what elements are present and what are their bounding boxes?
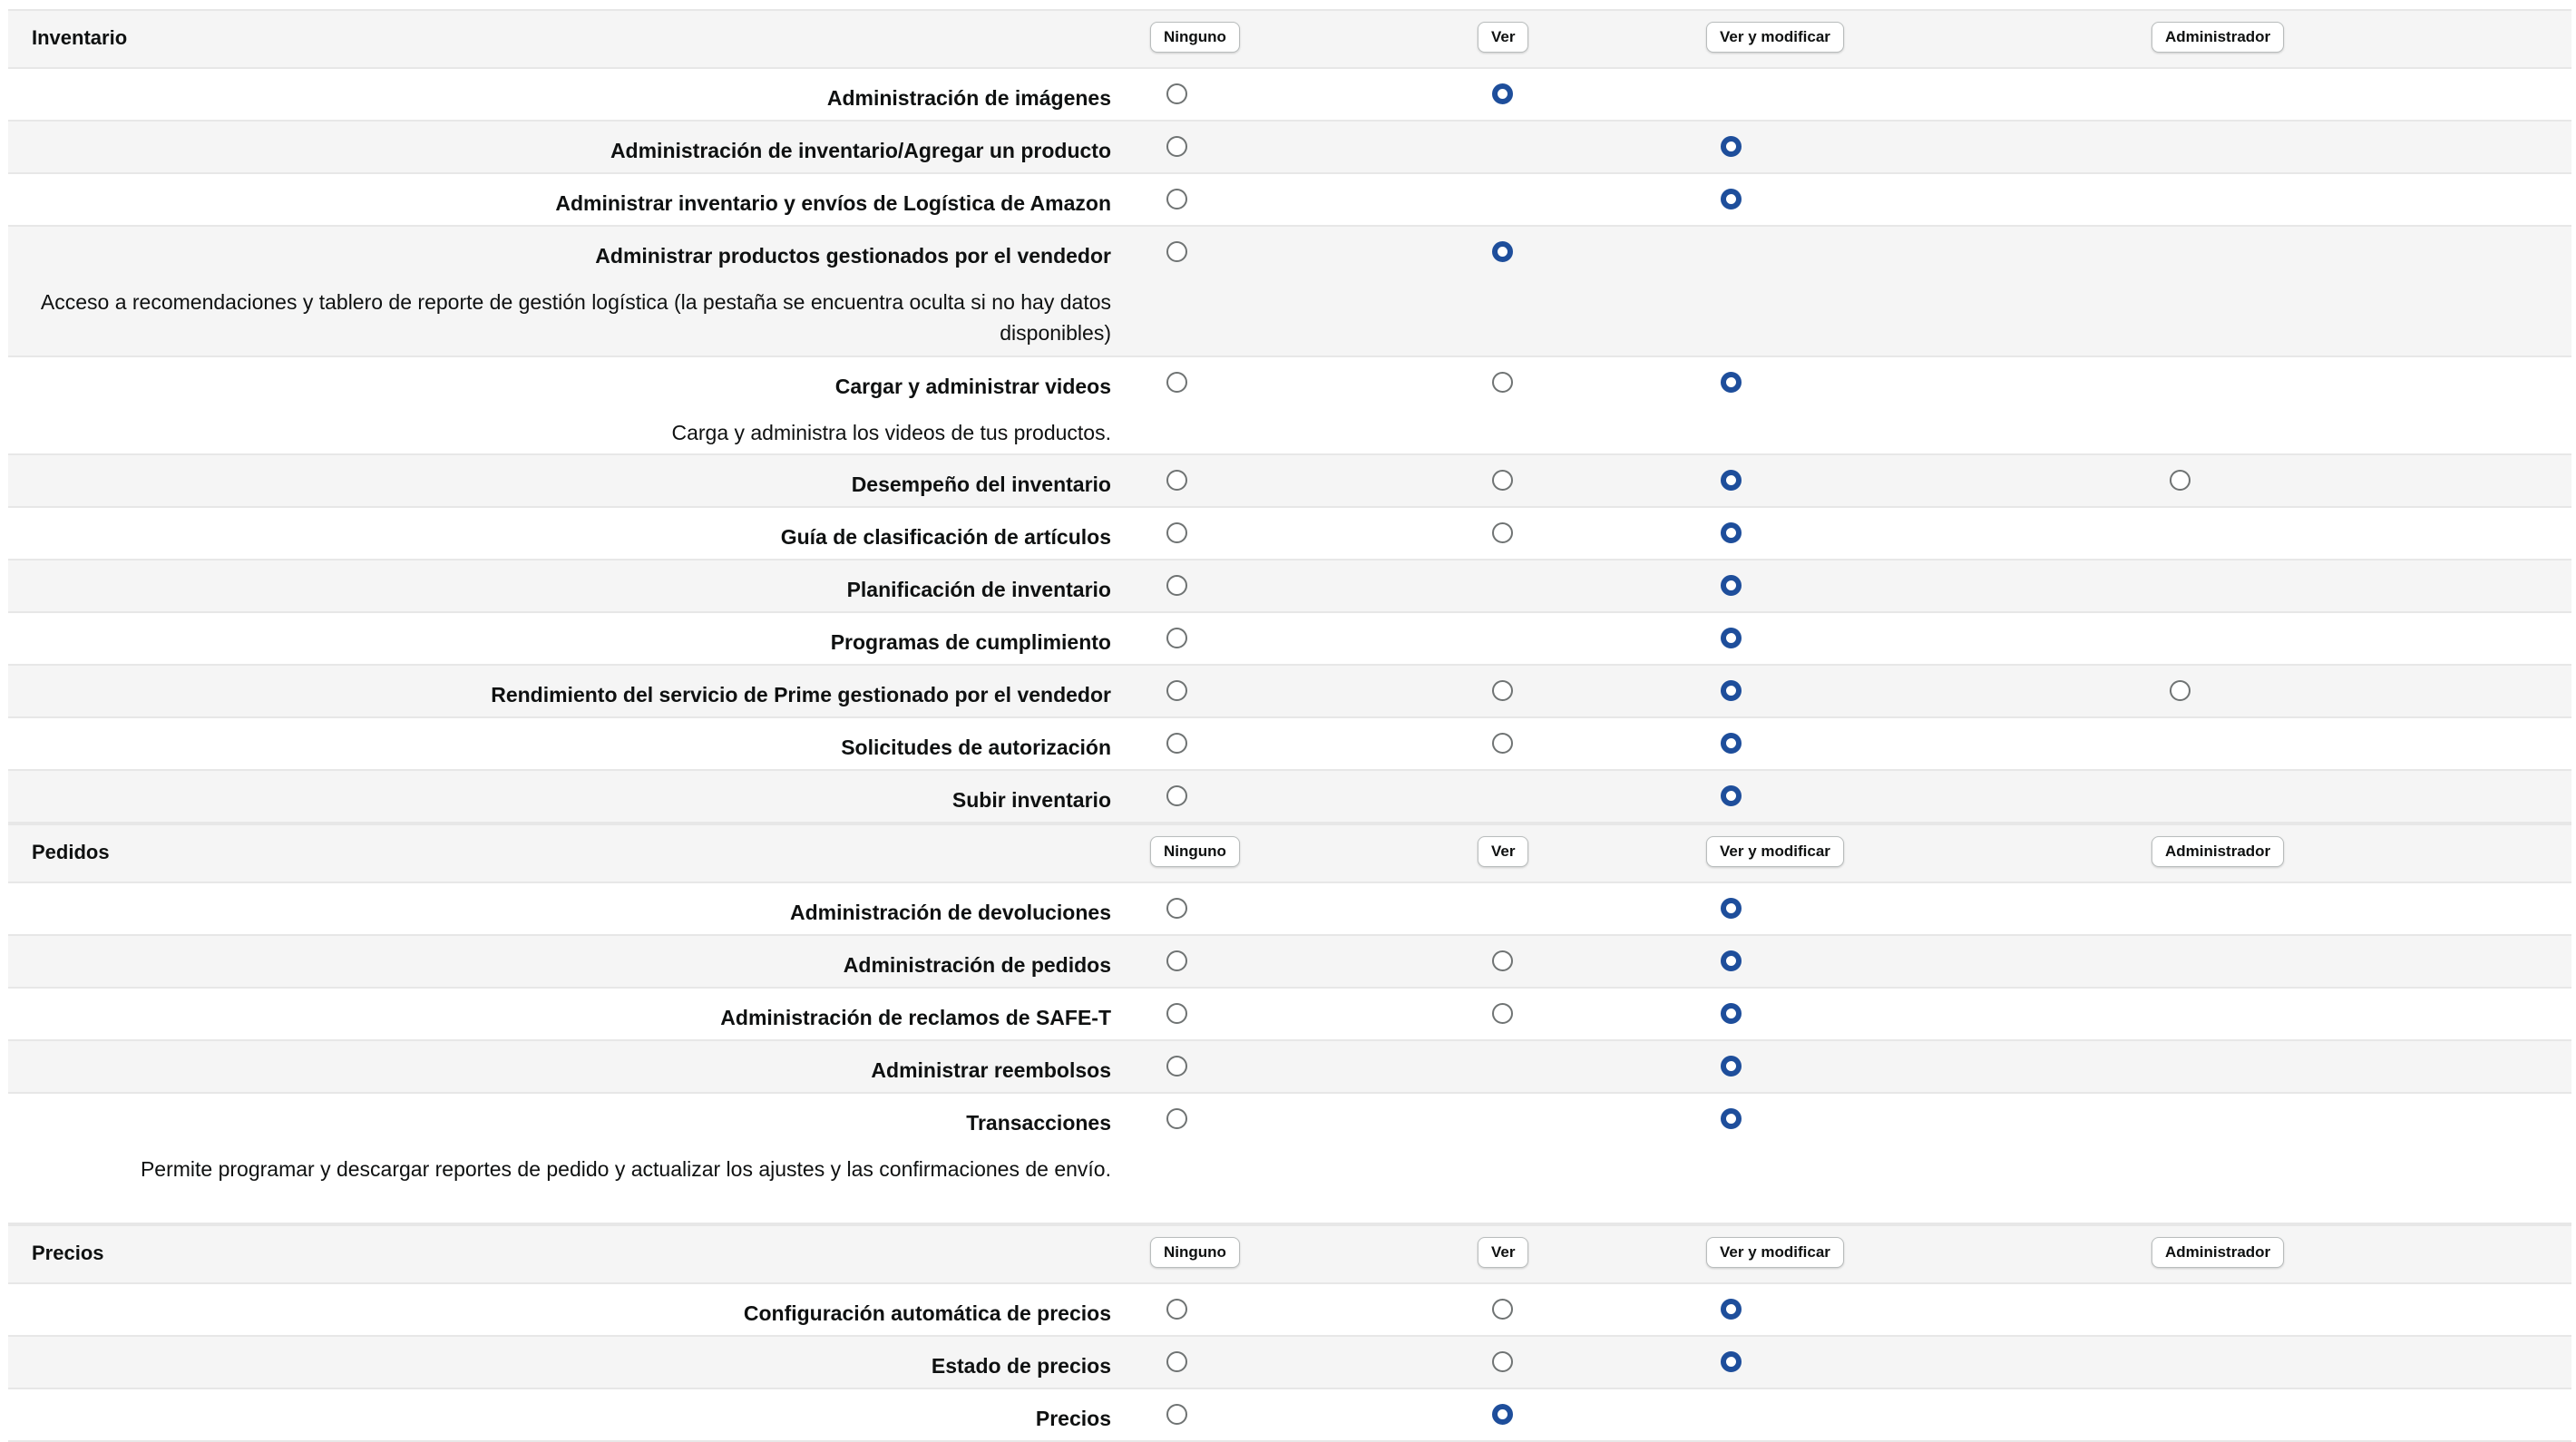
ninguno-radio[interactable] [1166, 950, 1187, 971]
ver-radio[interactable] [1492, 83, 1513, 104]
administrador-column-button[interactable]: Administrador [2152, 836, 2284, 867]
ver-column-button[interactable]: Ver [1478, 22, 1528, 53]
ninguno-column-button[interactable]: Ninguno [1150, 22, 1240, 53]
permission-row [8, 613, 2571, 666]
ver-y-modificar-radio[interactable] [1721, 136, 1742, 157]
ninguno-radio[interactable] [1166, 1299, 1187, 1320]
section-header-inventario [8, 9, 2571, 69]
ninguno-radio[interactable] [1166, 83, 1187, 104]
ver-radio[interactable] [1492, 1351, 1513, 1372]
ver-y-modificar-radio[interactable] [1721, 372, 1742, 393]
permission-label: Programas de cumplimiento [830, 630, 1111, 654]
permission-label: Administración de inventario/Agregar un producto [610, 139, 1111, 162]
permission-row [8, 936, 2571, 989]
ver-y-modificar-radio[interactable] [1721, 1351, 1742, 1372]
ver-y-modificar-radio[interactable] [1721, 470, 1742, 491]
permission-label: Cargar y administrar videos [834, 375, 1111, 398]
ver-y-modificar-column-button[interactable]: Ver y modificar [1706, 836, 1844, 867]
permission-row [8, 227, 2571, 357]
ninguno-radio[interactable] [1166, 1351, 1187, 1372]
ver-y-modificar-radio[interactable] [1721, 785, 1742, 806]
permission-row [8, 1041, 2571, 1094]
permissions-table [8, 9, 2571, 1442]
permission-row [8, 718, 2571, 771]
ver-y-modificar-radio[interactable] [1721, 575, 1742, 596]
administrador-column-button[interactable]: Administrador [2152, 1237, 2284, 1268]
section-header-pedidos [8, 823, 2571, 883]
ninguno-radio[interactable] [1166, 575, 1187, 596]
ninguno-radio[interactable] [1166, 372, 1187, 393]
ninguno-column-button[interactable]: Ninguno [1150, 1237, 1240, 1268]
ver-radio[interactable] [1492, 1299, 1513, 1320]
section-title: Pedidos [32, 841, 110, 863]
permission-label: Administración de imágenes [826, 86, 1111, 110]
permission-label: Guía de clasificación de artículos [780, 525, 1111, 549]
ninguno-radio[interactable] [1166, 785, 1187, 806]
administrador-column-button[interactable]: Administrador [2152, 22, 2284, 53]
permission-label: Subir inventario [951, 788, 1111, 812]
ver-radio[interactable] [1492, 372, 1513, 393]
permission-row [8, 455, 2571, 508]
ninguno-radio[interactable] [1166, 680, 1187, 701]
permission-row [8, 122, 2571, 174]
ver-y-modificar-radio[interactable] [1721, 189, 1742, 209]
ver-y-modificar-radio[interactable] [1721, 1003, 1742, 1024]
ver-radio[interactable] [1492, 241, 1513, 262]
ninguno-radio[interactable] [1166, 136, 1187, 157]
ninguno-radio[interactable] [1166, 522, 1187, 543]
permission-label: Precios [1035, 1407, 1111, 1430]
ninguno-radio[interactable] [1166, 733, 1187, 754]
permission-label: Administración de devoluciones [789, 901, 1111, 924]
permission-row [8, 1284, 2571, 1337]
permission-description: Carga y administra los videos de tus productos. [671, 421, 1111, 444]
ver-y-modificar-column-button[interactable]: Ver y modificar [1706, 1237, 1844, 1268]
permission-label: Transacciones [966, 1111, 1111, 1135]
ver-radio[interactable] [1492, 470, 1513, 491]
permission-label: Rendimiento del servicio de Prime gestionado por el vendedor [491, 683, 1111, 706]
ninguno-radio[interactable] [1166, 1056, 1187, 1077]
permission-label: Desempeño del inventario [851, 473, 1111, 496]
ver-radio[interactable] [1492, 1404, 1513, 1425]
permission-label: Administración de reclamos de SAFE-T [720, 1006, 1111, 1029]
permission-label: Estado de precios [931, 1354, 1111, 1378]
ninguno-radio[interactable] [1166, 898, 1187, 919]
ninguno-radio[interactable] [1166, 241, 1187, 262]
permission-label: Planificación de inventario [846, 578, 1111, 601]
permission-row [8, 1337, 2571, 1389]
ninguno-radio[interactable] [1166, 1404, 1187, 1425]
permission-label: Solicitudes de autorización [841, 736, 1111, 759]
permission-row [8, 989, 2571, 1041]
ninguno-radio[interactable] [1166, 628, 1187, 648]
ver-radio[interactable] [1492, 733, 1513, 754]
permission-row [8, 174, 2571, 227]
permission-row [8, 883, 2571, 936]
ver-y-modificar-radio[interactable] [1721, 1108, 1742, 1129]
ver-y-modificar-radio[interactable] [1721, 680, 1742, 701]
permission-row [8, 508, 2571, 560]
permission-row [8, 560, 2571, 613]
permission-row [8, 1389, 2571, 1442]
ver-column-button[interactable]: Ver [1478, 836, 1528, 867]
section-title: Inventario [32, 26, 128, 49]
permission-label: Administrar reembolsos [871, 1058, 1111, 1082]
ver-y-modificar-radio[interactable] [1721, 733, 1742, 754]
ninguno-radio[interactable] [1166, 470, 1187, 491]
ninguno-radio[interactable] [1166, 1108, 1187, 1129]
ver-radio[interactable] [1492, 950, 1513, 971]
section-title: Precios [32, 1242, 104, 1264]
permission-row [8, 69, 2571, 122]
permission-row [8, 1094, 2571, 1224]
ninguno-column-button[interactable]: Ninguno [1150, 836, 1240, 867]
ver-column-button[interactable]: Ver [1478, 1237, 1528, 1268]
ver-radio[interactable] [1492, 680, 1513, 701]
section-header-precios [8, 1224, 2571, 1284]
ninguno-radio[interactable] [1166, 1003, 1187, 1024]
administrador-radio[interactable] [2170, 470, 2191, 491]
ver-y-modificar-radio[interactable] [1721, 522, 1742, 543]
permission-label: Administrar inventario y envíos de Logística de Amazon [555, 191, 1111, 215]
ver-y-modificar-radio[interactable] [1721, 898, 1742, 919]
ver-radio[interactable] [1492, 522, 1513, 543]
permission-description: Acceso a recomendaciones y tablero de reporte de gestión logística (la pestaña se encuentra oculta si no hay datos disponibles) [40, 290, 1111, 345]
ver-y-modificar-radio[interactable] [1721, 1299, 1742, 1320]
ver-y-modificar-radio[interactable] [1721, 950, 1742, 971]
permission-label: Administrar productos gestionados por el vendedor [595, 244, 1111, 268]
permission-label: Configuración automática de precios [743, 1301, 1111, 1325]
administrador-radio[interactable] [2170, 680, 2191, 701]
ver-y-modificar-radio[interactable] [1721, 1056, 1742, 1077]
ver-y-modificar-column-button[interactable]: Ver y modificar [1706, 22, 1844, 53]
permission-row [8, 357, 2571, 455]
permission-label: Administración de pedidos [843, 953, 1111, 977]
ver-radio[interactable] [1492, 1003, 1513, 1024]
permission-row [8, 771, 2571, 823]
ver-y-modificar-radio[interactable] [1721, 628, 1742, 648]
permission-description: Permite programar y descargar reportes de pedido y actualizar los ajustes y las confirmaciones de envío. [140, 1157, 1111, 1181]
permission-row [8, 666, 2571, 718]
ninguno-radio[interactable] [1166, 189, 1187, 209]
